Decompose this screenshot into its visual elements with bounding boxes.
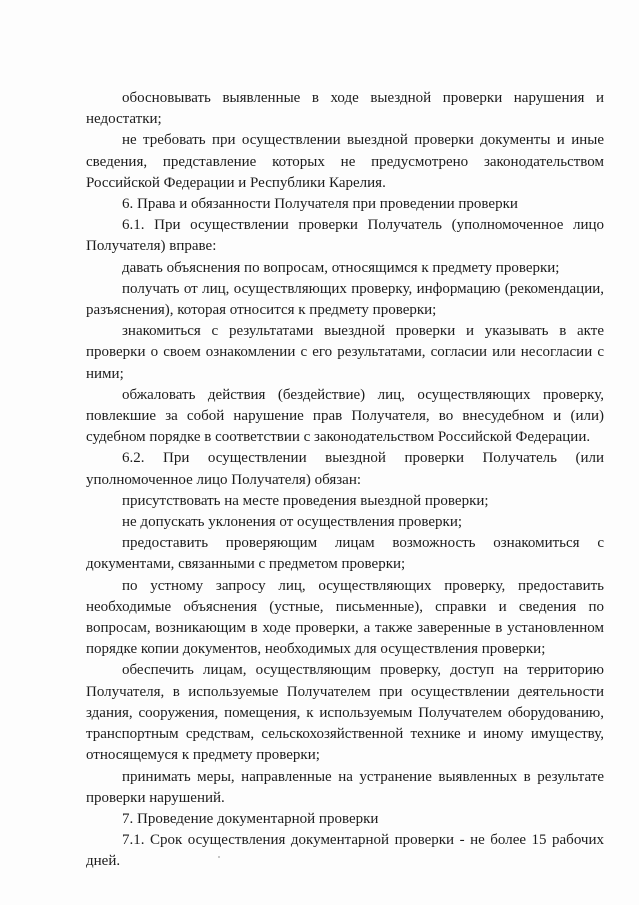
- scan-speck: [218, 856, 220, 858]
- clause-6-2: 6.2. При осуществлении выездной проверки Получатель (или уполномоченное лицо Получателя) обязан:: [86, 450, 604, 488]
- section-heading-7: 7. Проведение документарной проверки: [122, 810, 379, 827]
- document-body: [86, 88, 604, 873]
- list-item-remedy-violations: принимать меры, направленные на устранение выявленных в результате проверки нарушений.: [86, 768, 604, 806]
- list-item-review-results: знакомиться с результатами выездной проверки и указывать в акте проверки о своем ознакомлении с его результатами, согласии или несогласии с ними;: [86, 323, 604, 382]
- clause-7-1: 7.1. Срок осуществления документарной проверки - не более 15 рабочих дней.: [86, 832, 604, 870]
- list-item-no-evasion: не допускать уклонения от осуществления проверки;: [122, 514, 463, 531]
- list-item-give-explanations: давать объяснения по вопросам, относящимся к предмету проверки;: [122, 259, 560, 276]
- list-item-provide-access: обеспечить лицам, осуществляющим проверку, доступ на территорию Получателя, в используемые Получателем при осуществлении деятельности здания, сооружения, помещения, к используемым Получателем оборудованию, транспортным средствам, сельскохозяйственной технике и иному имуществу, относящемуся к предмету проверки;: [86, 662, 604, 764]
- list-item-provide-explanations: по устному запросу лиц, осуществляющих проверку, предоставить необходимые объяснения (устные, письменные), справки и сведения по вопросам, возникающим в ходе проверки, а также заверенные в установленном порядке копии документов, необходимых для осуществления проверки;: [86, 577, 604, 658]
- paragraph-justify-violations: обосновывать выявленные в ходе выездной проверки нарушения и недостатки;: [86, 90, 604, 128]
- list-item-be-present: присутствовать на месте проведения выездной проверки;: [122, 492, 489, 509]
- paragraph-no-extra-documents: не требовать при осуществлении выездной проверки документы и иные сведения, представление которых не предусмотрено законодательством Российской Федерации и Республики Карелия.: [86, 132, 604, 191]
- list-item-receive-information: получать от лиц, осуществляющих проверку, информацию (рекомендации, разъяснения), которая относится к предмету проверки;: [86, 280, 604, 319]
- list-item-appeal-actions: обжаловать действия (бездействие) лиц, осуществляющих проверку, повлекшие за собой нарушение прав Получателя, во внесудебном и (или) судебном порядке в соответствии с законодательством Российской Федерации.: [86, 386, 604, 446]
- section-heading-6: 6. Права и обязанности Получателя при проведении проверки: [122, 196, 518, 213]
- list-item-provide-documents: предоставить проверяющим лицам возможность ознакомиться с документами, связанными с предметом проверки;: [86, 535, 604, 573]
- clause-6-1: 6.1. При осуществлении проверки Получатель (уполномоченное лицо Получателя) вправе:: [86, 217, 604, 255]
